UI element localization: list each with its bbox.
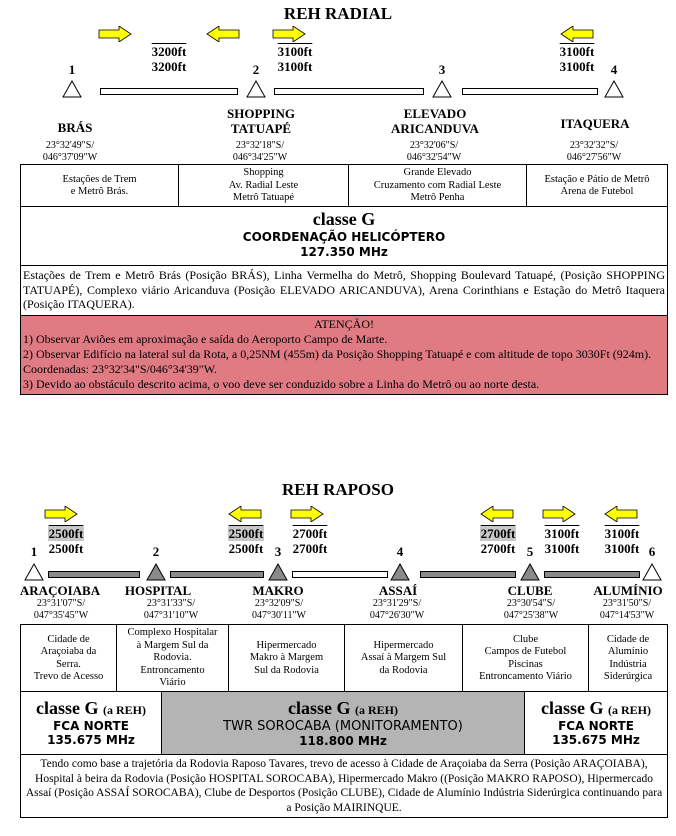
waypoint-triangle-icon [520,563,540,581]
point-number: 1 [30,544,38,559]
airspace-class: classe G (a REH) [541,698,651,718]
coordinate: 23°30'54"S/ 047°25'38"W [503,598,559,621]
arrow-left-icon [560,26,594,42]
coordination-unit: TWR SOROCABA (MONITORAMENTO) [223,719,463,734]
arrow-right-icon [44,506,78,522]
radial-class-box [20,206,668,266]
route-segment [462,88,598,95]
arrow-left-icon [604,506,638,522]
raposo-summary-box [20,754,668,818]
coordinate: 23°32'09"S/ 047°30'11"W [252,598,306,621]
waypoint-triangle-icon [62,80,82,98]
point-description: Complexo Hospitalar à Margem Sul da Rodovia. Entroncamento Viário [117,625,229,692]
raposo-class-box-right [524,691,668,755]
coordinate: 23°32'32"S/ 046°27'56"W [566,140,622,163]
route-summary: Tendo como base a trajetória da Rodovia Raposo Tavares, trevo de acesso à Cidade de Araçoiaba da Serra (Posição ARAÇOIABA), Hospital à beira da Rodovia (Posição HOSPITAL SOROCABA), Hipermercado Makro ((Posição MAKRO RAPOSO), Hipermercado Assaí (Posição ASSAÍ SOROCABA), Clube de Desportos (Posição CLUBE), Cidade de Alumínio Indústria Siderúrgica continuando para a Posição MAIRINQUE. [25,758,663,814]
arrow-right-icon [272,26,306,42]
airspace-class: classe G (a REH) [36,698,146,718]
point-name: BRÁS [57,120,93,135]
attention-box [20,315,668,395]
coordinate: 23°31'29"S/ 047°26'30"W [369,598,425,621]
radial-title: REH RADIAL [283,4,393,23]
frequency: 127.350 MHz [300,245,388,259]
frequency: 135.675 MHz [552,733,640,747]
coordination-unit: COORDENAÇÃO HELICÓPTERO [242,230,446,244]
waypoint-triangle-icon [268,563,288,581]
route-segment [274,88,424,95]
route-segment [544,571,640,578]
altitude-label: 3200ft 3200ft [151,44,187,74]
coordinate: 23°31'33"S/ 047°31'10"W [143,598,199,621]
frequency: 118.800 MHz [299,734,387,748]
point-description: Cidade de Alumínio Indústria Siderúrgica [603,633,653,682]
raposo-description-row [20,624,668,692]
attention-title: ATENÇÃO! [314,317,374,331]
waypoint-triangle-icon [246,80,266,98]
altitude-label: 3100ft 3100ft [604,526,640,556]
route-summary: Estações de Trem e Metrô Brás (Posição BRÁS), Linha Vermelha do Metrô, Shopping Boulevard Tatuapé, (Posição SHOPPING TATUAPÉ), Complexo viário Aricanduva (Posição ELEVADO ARICANDUVA), Arena Corinthians e Estação do Metrô Itaquera (Posição ITAQUERA). [23,268,665,311]
point-description: Hipermercado Makro à Margem Sul da Rodovia [229,625,345,692]
waypoint-triangle-icon [642,563,662,581]
point-name: ITAQUERA [560,116,630,131]
attention-item: 2) Observar Edifício na lateral sul da Rota, a 0,25NM (455m) da Posição Shopping Tatuapé e com altitude de topo 3030Ft (924m). Coordenadas: 23°32'34"S/046°34'39"W. [23,347,652,376]
raposo-class-box-left [20,691,162,755]
arrow-right-icon [98,26,132,42]
route-segment [292,571,388,578]
altitude-label: 3100ft 3100ft [544,526,580,556]
airspace-class: classe G (a REH) [288,698,398,718]
point-number: 5 [526,544,534,559]
altitude-label: 2500ft 2500ft [48,526,84,556]
waypoint-triangle-icon [604,80,624,98]
route-segment [420,571,516,578]
point-name: ALUMÍNIO [593,583,663,598]
point-number: 6 [648,544,656,559]
point-description: Estação e Pátio de Metrô Arena de Futebol [544,173,650,197]
arrow-left-icon [206,26,240,42]
coordination-unit: FCA NORTE [558,719,634,733]
point-description: Shopping Av. Radial Leste Metrô Tatuapé [179,165,349,207]
raposo-title: REH RAPOSO [282,480,394,499]
altitude-label: 3100ft 3100ft [559,44,595,74]
point-name: MAKRO [252,583,304,598]
point-name: ARAÇOIABA [19,583,101,598]
point-name: HOSPITAL [124,583,192,598]
frequency: 135.675 MHz [47,733,135,747]
attention-item: 1) Observar Aviões em aproximação e saída do Aeroporto Campo de Marte. [23,332,388,346]
arrow-left-icon [228,506,262,522]
radial-summary-box [20,265,668,316]
point-description: Cidade de Araçoiaba da Serra. Trevo de Acesso [21,625,117,692]
point-number: 4 [610,62,618,77]
attention-item: 3) Devido ao obstáculo descrito acima, o voo deve ser conduzido sobre a Linha do Metrô ou ao norte desta. [23,377,540,391]
route-segment [48,571,140,578]
point-number: 4 [396,544,404,559]
coordinate: 23°32'18"S/ 046°34'25"W [232,140,288,163]
point-number: 3 [438,62,446,77]
coordinate: 23°32'49"S/ 046°37'09"W [42,140,98,163]
point-name: SHOPPING TATUAPÉ [227,106,295,136]
point-description: Clube Campos de Futebol Piscinas Entroncamento Viário [463,625,589,692]
point-number: 3 [274,544,282,559]
coordination-unit: FCA NORTE [53,719,129,733]
point-description: Estações de Trem e Metrô Brás. [21,165,179,207]
point-number: 2 [252,62,260,77]
point-name: CLUBE [507,583,553,598]
waypoint-triangle-icon [24,563,44,581]
point-number: 1 [68,62,76,77]
arrow-left-icon [480,506,514,522]
waypoint-triangle-icon [390,563,410,581]
coordinate: 23°31'50"S/ 047°14'53"W [599,598,655,621]
route-segment [100,88,238,95]
waypoint-triangle-icon [146,563,166,581]
route-segment [170,571,264,578]
coordinate: 23°32'06"S/ 046°32'54"W [406,140,462,163]
waypoint-triangle-icon [432,80,452,98]
arrow-right-icon [290,506,324,522]
arrow-right-icon [542,506,576,522]
point-number: 2 [152,544,160,559]
altitude-label: 2700ft 2700ft [292,526,328,556]
raposo-class-box-middle [161,691,525,755]
point-name: ASSAÍ [378,583,418,598]
altitude-label: 2700ft 2700ft [480,526,516,556]
altitude-label: 2500ft 2500ft [228,526,264,556]
coordinate: 23°31'07"S/ 047°35'45"W [33,598,89,621]
radial-description-row [20,164,668,207]
point-description: Hipermercado Assaí à Margem Sul da Rodovia [345,625,463,692]
altitude-label: 3100ft 3100ft [277,44,313,74]
point-name: ELEVADO ARICANDUVA [391,106,479,136]
airspace-class: classe G [312,209,376,229]
point-description: Grande Elevado Cruzamento com Radial Leste Metrô Penha [349,165,527,207]
